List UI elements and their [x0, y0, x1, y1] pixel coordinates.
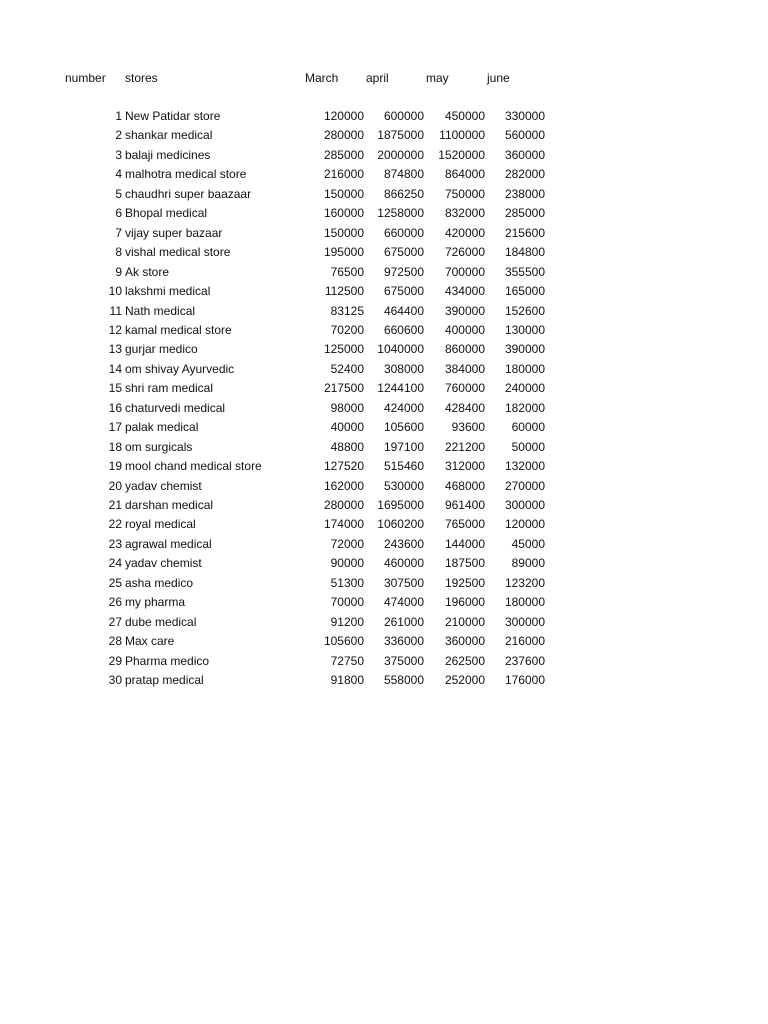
april-value: 308000	[383, 362, 424, 376]
store-name: mool chand medical store	[125, 459, 262, 473]
row-number: 13	[108, 342, 122, 356]
march-value: 125000	[323, 342, 364, 356]
table-row	[0, 632, 768, 651]
june-value: 184800	[504, 245, 545, 259]
may-value: 700000	[444, 265, 485, 279]
store-name: asha medico	[125, 576, 194, 590]
table-row	[0, 593, 768, 612]
table-row	[0, 185, 768, 204]
june-value: 360000	[504, 148, 545, 162]
row-number: 1	[115, 109, 122, 123]
store-name: agrawal medical	[125, 537, 212, 551]
row-number: 4	[115, 167, 122, 181]
april-value: 558000	[383, 673, 424, 687]
store-name: chaudhri super baazaar	[125, 187, 252, 201]
table-row	[0, 574, 768, 593]
header-may: may	[426, 71, 449, 85]
june-value: 50000	[511, 440, 545, 454]
table-row	[0, 204, 768, 223]
row-number: 14	[108, 362, 122, 376]
march-value: 285000	[323, 148, 364, 162]
may-value: 93600	[451, 420, 485, 434]
row-number: 27	[108, 615, 122, 629]
april-value: 1244100	[377, 381, 424, 395]
table-row	[0, 263, 768, 282]
header-march: March	[305, 71, 339, 85]
store-name: Bhopal medical	[125, 206, 208, 220]
may-value: 450000	[444, 109, 485, 123]
row-number: 16	[108, 401, 122, 415]
march-value: 195000	[323, 245, 364, 259]
may-value: 360000	[444, 634, 485, 648]
april-value: 972500	[383, 265, 424, 279]
store-name: Ak store	[125, 265, 170, 279]
june-value: 330000	[504, 109, 545, 123]
march-value: 72750	[330, 654, 364, 668]
may-value: 864000	[444, 167, 485, 181]
store-name: vishal medical store	[125, 245, 231, 259]
june-value: 180000	[504, 362, 545, 376]
march-value: 217500	[323, 381, 364, 395]
row-number: 28	[108, 634, 122, 648]
march-value: 70000	[330, 595, 364, 609]
row-number: 19	[108, 459, 122, 473]
table-row	[0, 360, 768, 379]
may-value: 1100000	[439, 128, 485, 142]
may-value: 192500	[444, 576, 485, 590]
table-row	[0, 107, 768, 126]
april-value: 1040000	[377, 342, 424, 356]
store-name: Pharma medico	[125, 654, 210, 668]
store-name: yadav chemist	[125, 479, 202, 493]
march-value: 150000	[323, 187, 364, 201]
store-name: lakshmi medical	[125, 284, 211, 298]
may-value: 750000	[444, 187, 485, 201]
row-number: 20	[108, 479, 122, 493]
store-name: vijay super bazaar	[125, 226, 223, 240]
header-april: april	[366, 71, 389, 85]
store-name: Max care	[125, 634, 175, 648]
june-value: 130000	[504, 323, 545, 337]
row-number: 5	[115, 187, 122, 201]
store-name: my pharma	[125, 595, 186, 609]
table-row	[0, 457, 768, 476]
table-row	[0, 243, 768, 262]
march-value: 150000	[323, 226, 364, 240]
table-row	[0, 224, 768, 243]
header-stores: stores	[125, 71, 158, 85]
june-value: 270000	[504, 479, 545, 493]
store-name: darshan medical	[125, 498, 214, 512]
table-row	[0, 126, 768, 145]
june-value: 120000	[504, 517, 545, 531]
row-number: 11	[109, 304, 122, 318]
march-value: 52400	[330, 362, 364, 376]
may-value: 420000	[444, 226, 485, 240]
may-value: 262500	[444, 654, 485, 668]
table-row	[0, 613, 768, 632]
store-name: royal medical	[125, 517, 196, 531]
june-value: 215600	[504, 226, 545, 240]
june-value: 237600	[504, 654, 545, 668]
may-value: 384000	[444, 362, 485, 376]
store-name: chaturvedi medical	[125, 401, 226, 415]
april-value: 1060200	[377, 517, 424, 531]
row-number: 23	[108, 537, 122, 551]
row-number: 9	[115, 265, 122, 279]
row-number: 24	[108, 556, 122, 570]
store-name: Nath medical	[125, 304, 196, 318]
june-value: 355500	[504, 265, 545, 279]
may-value: 832000	[444, 206, 485, 220]
table-row	[0, 282, 768, 301]
march-value: 90000	[330, 556, 364, 570]
row-number: 18	[108, 440, 122, 454]
april-value: 600000	[383, 109, 424, 123]
table-row	[0, 554, 768, 573]
april-value: 660000	[383, 226, 424, 240]
april-value: 474000	[383, 595, 424, 609]
march-value: 76500	[330, 265, 364, 279]
april-value: 1695000	[377, 498, 424, 512]
may-value: 765000	[444, 517, 485, 531]
may-value: 196000	[444, 595, 485, 609]
april-value: 660600	[383, 323, 424, 337]
store-name: kamal medical store	[125, 323, 232, 337]
table-row	[0, 340, 768, 359]
row-number: 12	[108, 323, 122, 337]
table-row	[0, 438, 768, 457]
march-value: 105600	[323, 634, 364, 648]
header-june: june	[487, 71, 510, 85]
march-value: 98000	[330, 401, 364, 415]
april-value: 874800	[383, 167, 424, 181]
store-name: om shivay Ayurvedic	[125, 362, 235, 376]
march-value: 174000	[323, 517, 364, 531]
june-value: 45000	[511, 537, 545, 551]
row-number: 15	[108, 381, 122, 395]
june-value: 123200	[504, 576, 545, 590]
march-value: 216000	[323, 167, 364, 181]
may-value: 400000	[444, 323, 485, 337]
may-value: 390000	[444, 304, 485, 318]
row-number: 2	[115, 128, 122, 142]
store-name: shankar medical	[125, 128, 213, 142]
march-value: 120000	[323, 109, 364, 123]
april-value: 336000	[383, 634, 424, 648]
table-row	[0, 671, 768, 690]
may-value: 468000	[444, 479, 485, 493]
table-row	[0, 515, 768, 534]
april-value: 307500	[383, 576, 424, 590]
may-value: 221200	[444, 440, 485, 454]
row-number: 25	[108, 576, 122, 590]
may-value: 428400	[444, 401, 485, 415]
store-name: dube medical	[125, 615, 197, 629]
march-value: 280000	[323, 128, 364, 142]
april-value: 243600	[383, 537, 424, 551]
june-value: 132000	[504, 459, 545, 473]
june-value: 152600	[504, 304, 545, 318]
march-value: 83125	[330, 304, 364, 318]
row-number: 8	[115, 245, 122, 259]
april-value: 866250	[383, 187, 424, 201]
row-number: 21	[108, 498, 122, 512]
may-value: 144000	[444, 537, 485, 551]
april-value: 197100	[383, 440, 424, 454]
june-value: 180000	[504, 595, 545, 609]
march-value: 70200	[330, 323, 364, 337]
april-value: 464400	[383, 304, 424, 318]
table-row	[0, 535, 768, 554]
june-value: 89000	[511, 556, 545, 570]
row-number: 17	[108, 420, 122, 434]
april-value: 675000	[383, 284, 424, 298]
april-value: 675000	[383, 245, 424, 259]
june-value: 238000	[504, 187, 545, 201]
row-number: 29	[108, 654, 122, 668]
table-row	[0, 302, 768, 321]
march-value: 91200	[330, 615, 364, 629]
june-value: 216000	[504, 634, 545, 648]
may-value: 760000	[444, 381, 485, 395]
march-value: 40000	[330, 420, 364, 434]
store-name: yadav chemist	[125, 556, 202, 570]
table-row	[0, 146, 768, 165]
store-name: shri ram medical	[125, 381, 214, 395]
march-value: 127520	[323, 459, 364, 473]
table-row	[0, 477, 768, 496]
june-value: 300000	[504, 498, 545, 512]
row-number: 3	[115, 148, 122, 162]
june-value: 560000	[504, 128, 545, 142]
table-row	[0, 496, 768, 515]
june-value: 176000	[504, 673, 545, 687]
store-name: malhotra medical store	[125, 167, 247, 181]
row-number: 26	[108, 595, 122, 609]
march-value: 51300	[330, 576, 364, 590]
header-row	[0, 69, 768, 88]
may-value: 726000	[444, 245, 485, 259]
april-value: 375000	[383, 654, 424, 668]
table-row	[0, 165, 768, 184]
table-row	[0, 652, 768, 671]
april-value: 515460	[383, 459, 424, 473]
april-value: 105600	[383, 420, 424, 434]
march-value: 280000	[323, 498, 364, 512]
table-row	[0, 418, 768, 437]
june-value: 240000	[504, 381, 545, 395]
may-value: 210000	[444, 615, 485, 629]
may-value: 1520000	[438, 148, 485, 162]
may-value: 961400	[444, 498, 485, 512]
june-value: 300000	[504, 615, 545, 629]
april-value: 460000	[383, 556, 424, 570]
june-value: 182000	[504, 401, 545, 415]
may-value: 860000	[444, 342, 485, 356]
header-number: number	[65, 71, 106, 85]
june-value: 60000	[511, 420, 545, 434]
table-row	[0, 399, 768, 418]
april-value: 1875000	[377, 128, 424, 142]
row-number: 10	[108, 284, 122, 298]
april-value: 530000	[383, 479, 424, 493]
store-name: gurjar medico	[125, 342, 198, 356]
store-name: New Patidar store	[125, 109, 221, 123]
june-value: 165000	[504, 284, 545, 298]
june-value: 390000	[504, 342, 545, 356]
march-value: 112500	[324, 284, 364, 298]
april-value: 2000000	[377, 148, 424, 162]
store-name: palak medical	[125, 420, 199, 434]
row-number: 6	[115, 206, 122, 220]
store-name: balaji medicines	[125, 148, 211, 162]
june-value: 285000	[504, 206, 545, 220]
march-value: 91800	[330, 673, 364, 687]
table-row	[0, 321, 768, 340]
row-number: 30	[108, 673, 122, 687]
april-value: 261000	[383, 615, 424, 629]
march-value: 162000	[323, 479, 364, 493]
may-value: 187500	[444, 556, 485, 570]
may-value: 434000	[444, 284, 485, 298]
may-value: 252000	[444, 673, 485, 687]
table-row	[0, 379, 768, 398]
april-value: 424000	[383, 401, 424, 415]
store-name: om surgicals	[125, 440, 193, 454]
store-name: pratap medical	[125, 673, 204, 687]
row-number: 22	[108, 517, 122, 531]
april-value: 1258000	[377, 206, 424, 220]
may-value: 312000	[444, 459, 485, 473]
march-value: 72000	[330, 537, 364, 551]
march-value: 160000	[323, 206, 364, 220]
row-number: 7	[115, 226, 122, 240]
march-value: 48800	[330, 440, 364, 454]
june-value: 282000	[504, 167, 545, 181]
